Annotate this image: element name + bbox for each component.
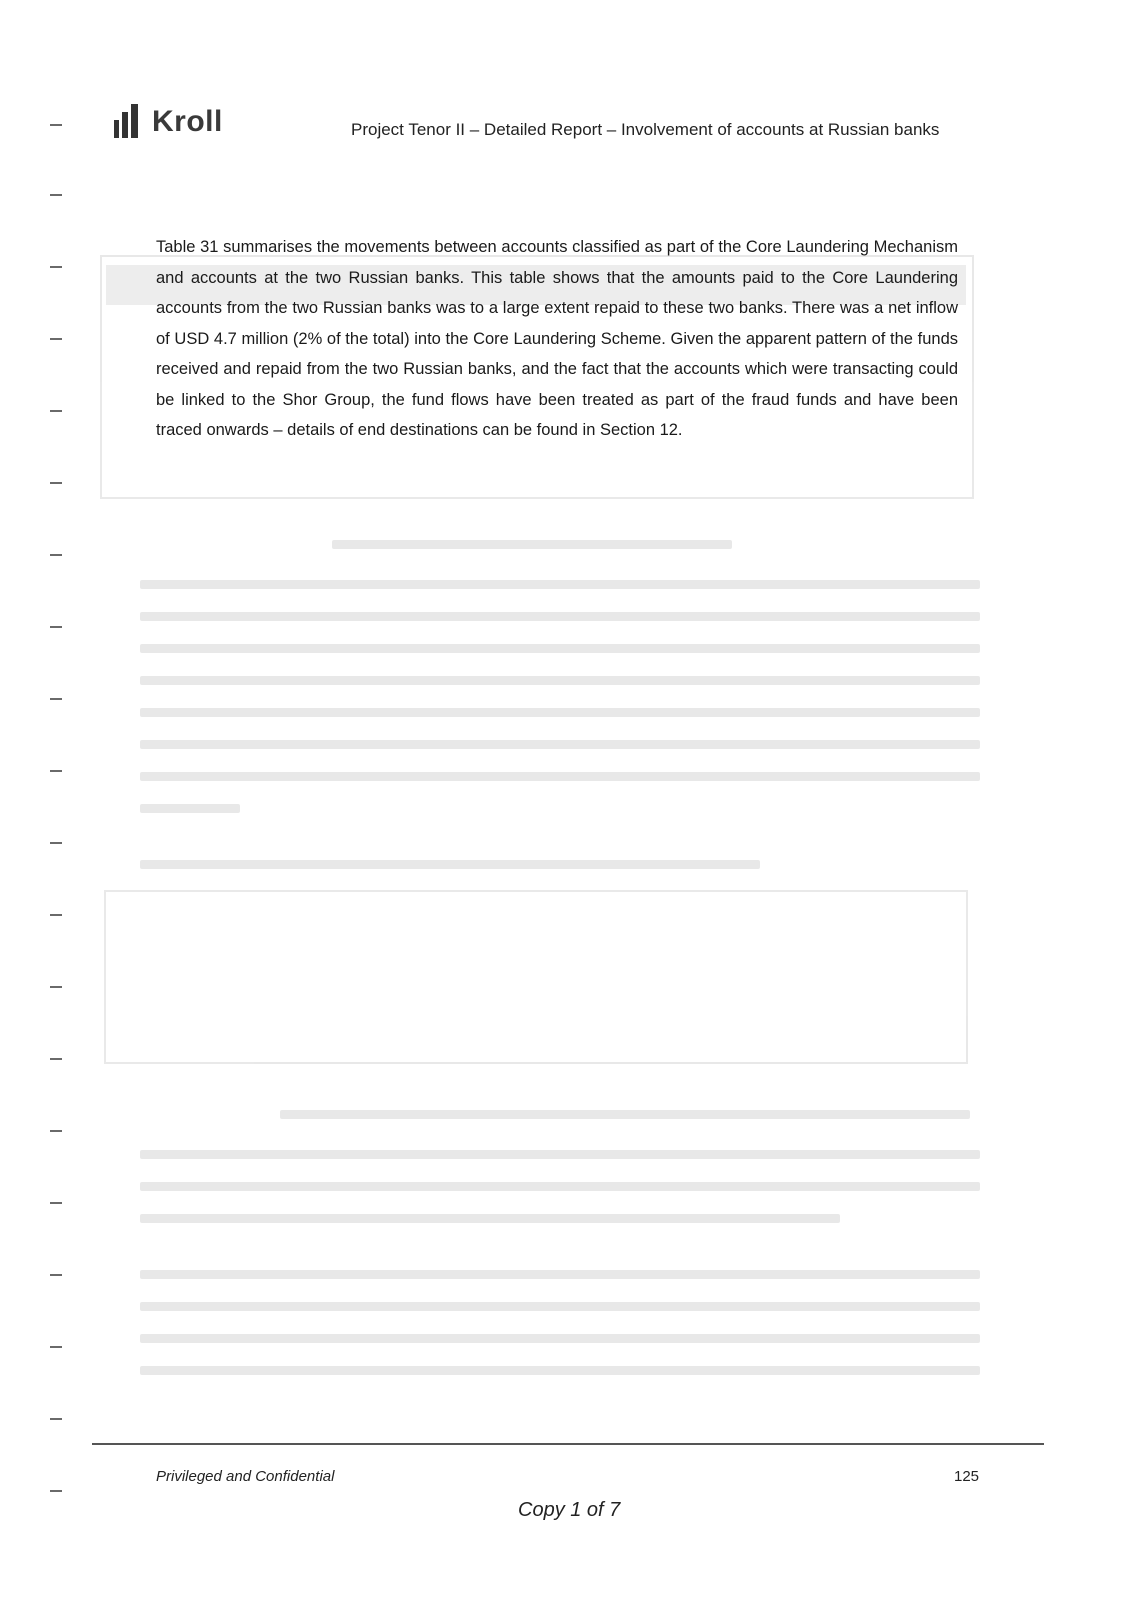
logo-text: Kroll bbox=[152, 105, 223, 138]
page-header bbox=[108, 104, 988, 144]
kroll-logo-icon bbox=[108, 104, 148, 140]
footer-divider bbox=[92, 1443, 1044, 1445]
page-number: 125 bbox=[954, 1468, 980, 1485]
copy-stamp: Copy 1 of 7 bbox=[518, 1499, 621, 1521]
body-paragraph: Table 31 summarises the movements between accounts classified as part of the Core Laundering Mechanism and accounts at the two Russian banks. This table shows that the amounts paid to the Core Laundering accounts from the two Russian banks was to a large extent repaid to these two banks. There was a net inflow of USD 4.7 million (2% of the total) into the Core Laundering Scheme. Given the apparent pattern of the funds received and repaid from the two Russian banks, and the fact that the accounts which were transacting could be linked to the Shor Group, the fund flows have been treated as part of the fraud funds and have been traced onwards – details of end destinations can be found in Section 12. bbox=[156, 238, 958, 439]
header-title: Project Tenor II – Detailed Report – Involvement of accounts at Russian banks bbox=[351, 120, 940, 139]
binding-margin-marks bbox=[50, 120, 64, 1520]
footer-confidentiality: Privileged and Confidential bbox=[156, 1468, 335, 1485]
kroll-logo bbox=[108, 104, 223, 140]
